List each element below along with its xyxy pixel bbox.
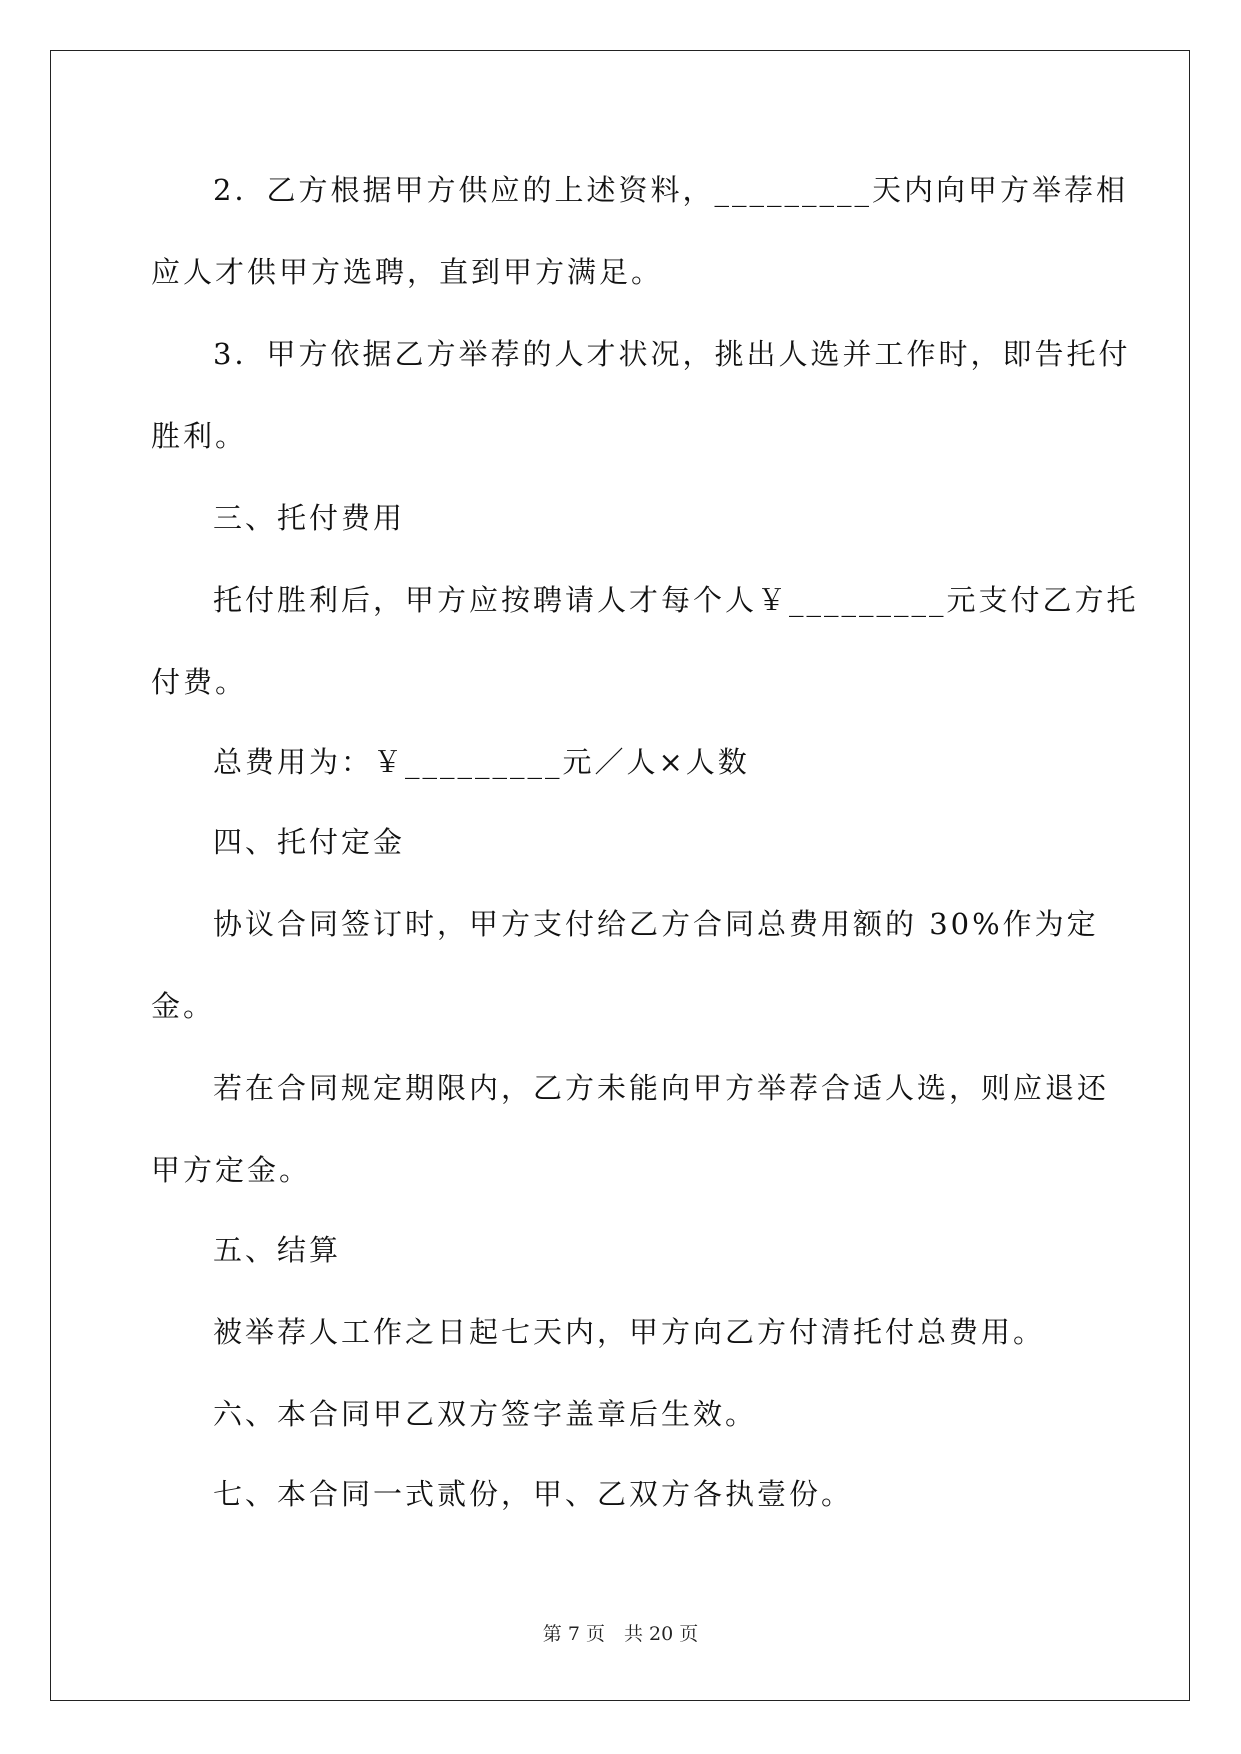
clause-six: 六、本合同甲乙双方签字盖章后生效。 bbox=[213, 1397, 758, 1431]
deposit-paragraph-line-2: 金。 bbox=[151, 989, 216, 1023]
page-border bbox=[50, 50, 1190, 1701]
paragraph-2-line-1: 2．乙方根据甲方供应的上述资料，_________天内向甲方举荐相 bbox=[213, 173, 1128, 207]
section-heading-fee: 三、托付费用 bbox=[213, 501, 406, 535]
paragraph-3-line-2: 胜利。 bbox=[151, 419, 248, 453]
deposit-paragraph-line-1: 协议合同签订时，甲方支付给乙方合同总费用额的 30%作为定 bbox=[213, 907, 1099, 941]
paragraph-3-line-1: 3．甲方依据乙方举荐的人才状况，挑出人选并工作时，即告托付 bbox=[213, 337, 1131, 371]
fee-paragraph-line-1: 托付胜利后，甲方应按聘请人才每个人￥_________元支付乙方托 bbox=[213, 583, 1139, 617]
settlement-paragraph: 被举荐人工作之日起七天内，甲方向乙方付清托付总费用。 bbox=[213, 1315, 1046, 1349]
refund-paragraph-line-2: 甲方定金。 bbox=[151, 1153, 312, 1187]
section-heading-settlement: 五、结算 bbox=[213, 1233, 342, 1267]
fee-paragraph-line-2: 付费。 bbox=[151, 665, 248, 699]
total-fee-line: 总费用为：￥_________元／人×人数 bbox=[213, 745, 750, 779]
section-heading-deposit: 四、托付定金 bbox=[213, 825, 406, 859]
refund-paragraph-line-1: 若在合同规定期限内，乙方未能向甲方举荐合适人选，则应退还 bbox=[213, 1071, 1110, 1105]
page-number-footer: 第 7 页 共 20 页 bbox=[542, 1623, 699, 1645]
clause-seven: 七、本合同一式贰份，甲、乙双方各执壹份。 bbox=[213, 1477, 854, 1511]
paragraph-2-line-2: 应人才供甲方选聘，直到甲方满足。 bbox=[151, 255, 664, 289]
